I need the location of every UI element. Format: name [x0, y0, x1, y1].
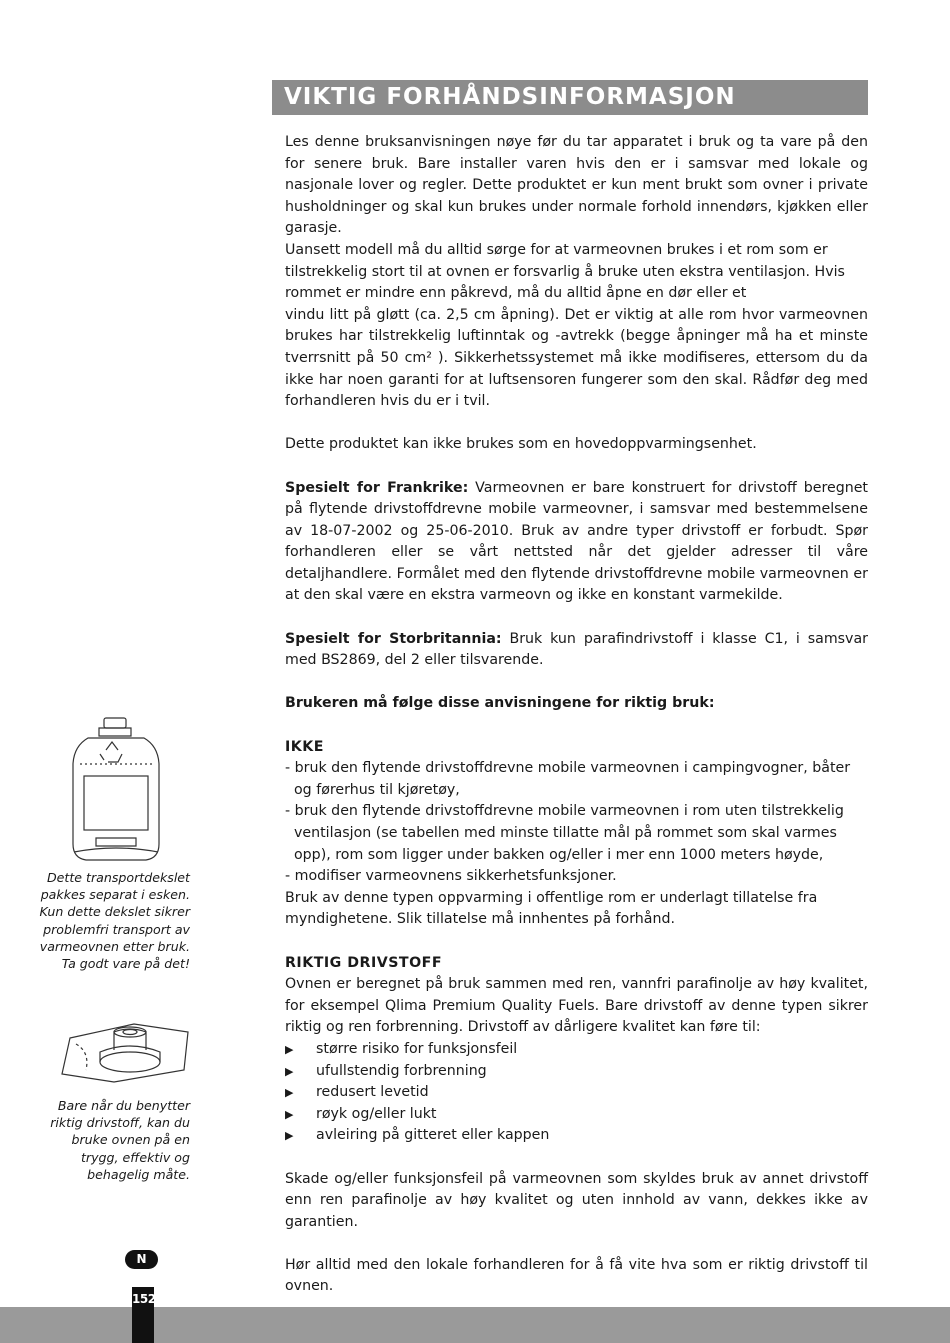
ikke-heading: IKKE	[285, 738, 324, 755]
intro-paragraph-1: Les denne bruksanvisningen nøye før du tar apparatet i bruk og ta vare på den for senere bruk. Bare installer varen hvis den er i samsvar med lokale og nasjonale lover og regler. Dette produktet er kun ment brukt som ovner i private husholdninger og skal kun brukes under normale forhold innendørs, kjøkken eller garasje.	[285, 134, 868, 237]
fuel-bullet-5	[285, 1125, 868, 1147]
intro-paragraph-2: Uansett modell må du alltid sørge for at varmeovnen brukes i et rom som er tilstrekkelig stort til at ovnen er forsvarlig å bruke uten ekstra ventilasjon. Hvis rommet er mindre enn påkrevd, må du alltid åpne en dør eller et	[285, 241, 845, 302]
fuel-bullet-2	[285, 1061, 868, 1083]
fuel-intro: Ovnen er beregnet på bruk sammen med ren, vannfri parafinolje av høy kvalitet, for eksempel Qlima Premium Quality Fuels. Bare drivstoff av denne typen sikrer riktig og ren forbrenning. Drivstoff av dårligere kvalitet kan føre til:	[285, 976, 868, 1036]
fuel-bullet-text: røyk og/eller lukt	[316, 1105, 437, 1122]
triangle-bullet-icon: ▶	[285, 1129, 294, 1143]
dealer-paragraph: Hør alltid med den lokale forhandleren for å få vite hva som er riktig drivstoff til ovnen.	[285, 1256, 868, 1295]
triangle-bullet-icon: ▶	[285, 1064, 294, 1078]
public-rooms-note: Bruk av denne typen oppvarming i offentlige rom er underlagt tillatelse fra myndighetene. Slik tillatelse må innhentes på forhånd.	[285, 889, 818, 928]
section-title: VIKTIG FORHÅNDSINFORMASJON	[272, 80, 868, 115]
fuel-bullet-text: større risiko for funksjonsfeil	[316, 1040, 518, 1057]
fuel-bullet-4	[285, 1104, 868, 1126]
not-main-heating-text: Dette produktet kan ikke brukes som en hovedoppvarmingsenhet.	[285, 436, 757, 453]
fuel-cap-illustration	[56, 1012, 196, 1084]
uk-text: Bruk kun parafindrivstoff i klasse C1, i samsvar med BS2869, del 2 eller tilsvarende.	[285, 630, 868, 669]
fuel-bullet-1	[285, 1039, 868, 1061]
fuel-heading: RIKTIG DRIVSTOFF	[285, 954, 443, 971]
warranty-paragraph: Skade og/eller funksjonsfeil på varmeovnen som skyldes bruk av annet drivstoff enn ren parafinolje av høy kvalitet og uten innhold av vann, dekkes ikke av garantien.	[285, 1170, 868, 1230]
intro-paragraph-3: vindu litt på gløtt (ca. 2,5 cm åpning). Det er viktig at alle rom hvor varmeovnen brukes har tilstrekkelig luftinntak og -avtrekk (begge åpninger må ha et minste tverrsnitt på 50 cm² ). Sikkerhetssystemet må ikke modifiseres, ettersom du da ikke har noen garanti for at luftsensoren fungerer som den skal. Rådfør deg med forhandleren hvis du er i tvil.	[285, 306, 868, 410]
fuel-bullet-3	[285, 1082, 868, 1104]
triangle-bullet-icon: ▶	[285, 1042, 294, 1056]
france-text: Varmeovnen er bare konstruert for drivstoff beregnet på flytende drivstoffdrevne mobile varmeovner, i samsvar med bestemmelsene av 18-07-2002 og 25-06-2010. Bruk av andre typer drivstoff er forbudt. Spør forhandleren eller se vårt nettsted når det gjelder adresser til våre detaljhandlere. Formålet med den flytende drivstoffdrevne mobile varmeovnen er at den skal være en ekstra varmeovn og ikke en konstant varmekilde.	[285, 479, 868, 604]
fuel-bullet-text: avleiring på gitteret eller kappen	[316, 1127, 550, 1144]
ikke-item-3: - modifiser varmeovnens sikkerhetsfunksjoner.	[285, 868, 617, 885]
france-label: Spesielt for Frankrike:	[285, 479, 469, 496]
fuel-canister-illustration	[66, 714, 166, 864]
triangle-bullet-icon: ▶	[285, 1107, 294, 1121]
ikke-item-1: - bruk den flytende drivstoffdrevne mobile varmeovnen i campingvogner, båter og førerhus til kjøretøy,	[285, 760, 851, 798]
language-badge: N	[125, 1250, 158, 1269]
transport-cover-caption: Dette transportdekslet pakkes separat i esken. Kun dette dekslet sikrer problemfri transport av varmeovnen etter bruk. Ta godt vare på det!	[39, 870, 190, 972]
fuel-bullet-text: redusert levetid	[316, 1084, 429, 1101]
uk-label: Spesielt for Storbritannia:	[285, 630, 502, 647]
page-number: 152	[132, 1287, 154, 1343]
user-must-follow-heading: Brukeren må følge disse anvisningene for riktig bruk:	[285, 695, 715, 712]
ikke-item-2: - bruk den flytende drivstoffdrevne mobile varmeovnen i rom uten tilstrekkelig ventilasjon (se tabellen med minste tillatte mål på rommet som skal varmes opp), rom som ligger under bakken og/eller i mer enn 1000 meters høyde,	[285, 803, 844, 863]
fuel-bullet-text: ufullstendig forbrenning	[316, 1062, 487, 1079]
uk-paragraph	[285, 629, 868, 672]
main-text-column	[285, 132, 868, 1298]
france-paragraph	[285, 478, 868, 608]
triangle-bullet-icon: ▶	[285, 1086, 294, 1100]
correct-fuel-caption: Bare når du benytter riktig drivstoff, kan du bruke ovnen på en trygg, effektiv og behagelig måte.	[50, 1098, 190, 1182]
